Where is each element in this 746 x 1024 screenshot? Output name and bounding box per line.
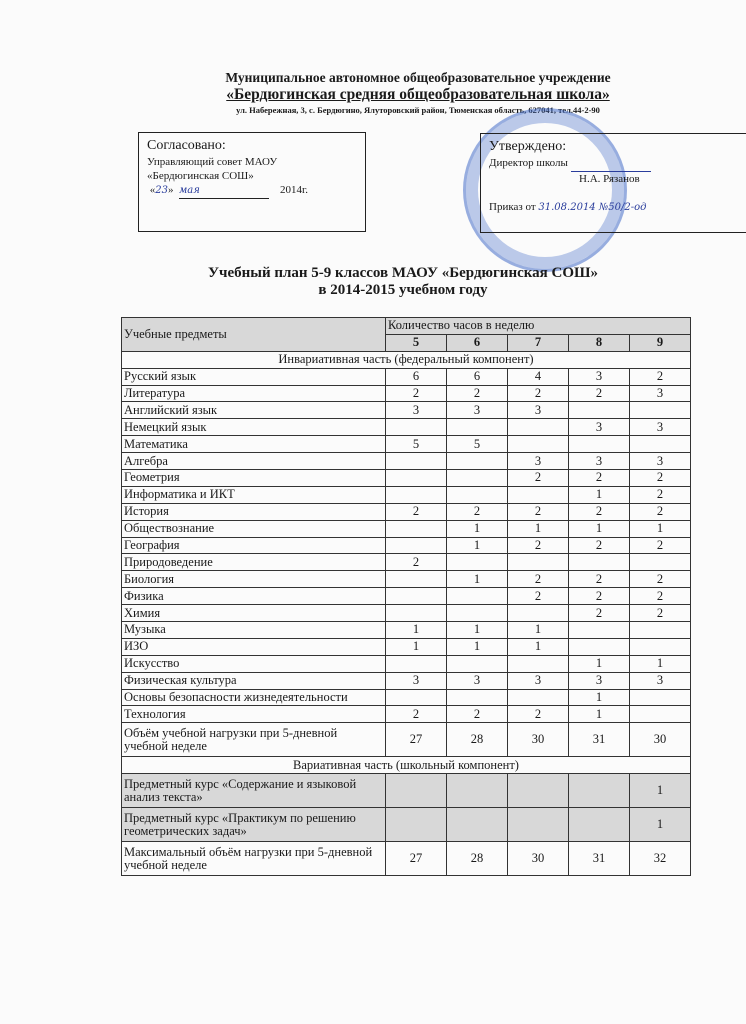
subject-name: Биология — [122, 571, 386, 588]
hours-cell: 1 — [386, 638, 447, 655]
hours-header: Количество часов в неделю — [386, 318, 691, 335]
hours-cell: 1 — [386, 622, 447, 639]
hours-cell: 6 — [447, 368, 508, 385]
hours-cell — [447, 689, 508, 706]
hours-cell — [447, 470, 508, 487]
hours-cell: 2 — [569, 470, 630, 487]
table-row — [122, 453, 691, 470]
hours-cell — [386, 537, 447, 554]
grade-header: 9 — [630, 334, 691, 351]
agreed-month: мая — [179, 184, 269, 199]
table-row — [122, 672, 691, 689]
hours-cell: 2 — [630, 537, 691, 554]
hours-cell: 1 — [508, 638, 569, 655]
hours-cell — [630, 689, 691, 706]
table-row — [122, 605, 691, 622]
table-row — [122, 486, 691, 503]
approved-block — [480, 133, 746, 233]
quote-close: » — [167, 184, 174, 196]
hours-cell — [630, 402, 691, 419]
curriculum-table — [121, 317, 691, 876]
subject-name: Математика — [122, 436, 386, 453]
hours-cell: 3 — [447, 672, 508, 689]
table-row — [122, 385, 691, 402]
hours-cell: 31 — [569, 723, 630, 757]
hours-cell — [386, 605, 447, 622]
hours-cell: 1 — [569, 655, 630, 672]
hours-cell — [508, 808, 569, 842]
hours-cell — [447, 605, 508, 622]
subject-name: Алгебра — [122, 453, 386, 470]
table-row — [122, 723, 691, 757]
grade-header: 6 — [447, 334, 508, 351]
quote-open: « — [149, 184, 156, 196]
subject-name: Объём учебной нагрузки при 5-дневной учебной неделе — [122, 723, 386, 757]
order-line — [489, 200, 746, 215]
hours-cell — [386, 486, 447, 503]
hours-cell: 2 — [508, 385, 569, 402]
hours-cell: 3 — [569, 368, 630, 385]
table-row — [122, 706, 691, 723]
table-row — [122, 554, 691, 571]
table-row — [122, 622, 691, 639]
hours-cell — [508, 655, 569, 672]
hours-cell — [630, 622, 691, 639]
hours-cell: 1 — [630, 520, 691, 537]
hours-cell: 3 — [569, 672, 630, 689]
subject-name: Основы безопасности жизнедеятельности — [122, 689, 386, 706]
hours-cell: 1 — [569, 706, 630, 723]
subject-name: Обществознание — [122, 520, 386, 537]
hours-cell: 3 — [386, 672, 447, 689]
grade-header: 7 — [508, 334, 569, 351]
signature — [571, 157, 651, 172]
hours-cell — [386, 689, 447, 706]
hours-cell — [447, 453, 508, 470]
subject-name: Физическая культура — [122, 672, 386, 689]
hours-cell: 1 — [569, 486, 630, 503]
subject-name: Химия — [122, 605, 386, 622]
hours-cell — [569, 402, 630, 419]
hours-cell — [386, 774, 447, 808]
grade-header: 5 — [386, 334, 447, 351]
grade-header: 8 — [569, 334, 630, 351]
hours-cell — [386, 520, 447, 537]
hours-cell: 30 — [630, 723, 691, 757]
table-row — [122, 470, 691, 487]
director-name: Н.А. Рязанов — [579, 173, 640, 185]
hours-cell: 2 — [630, 503, 691, 520]
hours-cell: 1 — [447, 571, 508, 588]
hours-cell — [630, 554, 691, 571]
hours-cell — [569, 554, 630, 571]
table-row — [122, 588, 691, 605]
hours-cell — [386, 588, 447, 605]
subject-name: История — [122, 503, 386, 520]
approved-title: Утверждено: — [489, 139, 567, 154]
title-line1: Учебный план 5-9 классов МАОУ «Бердюгинская СОШ» — [207, 265, 599, 281]
hours-cell — [447, 554, 508, 571]
hours-cell — [447, 588, 508, 605]
hours-cell — [569, 808, 630, 842]
hours-cell: 2 — [569, 537, 630, 554]
table-row — [122, 419, 691, 436]
table-row — [122, 503, 691, 520]
hours-cell — [508, 436, 569, 453]
table-row — [122, 655, 691, 672]
hours-cell — [508, 419, 569, 436]
hours-cell: 2 — [630, 605, 691, 622]
hours-cell — [508, 774, 569, 808]
table-row — [122, 808, 691, 842]
hours-cell: 2 — [630, 571, 691, 588]
subject-name: Технология — [122, 706, 386, 723]
hours-cell: 1 — [569, 689, 630, 706]
hours-cell: 2 — [508, 503, 569, 520]
subject-name: Русский язык — [122, 368, 386, 385]
hours-cell: 2 — [508, 706, 569, 723]
hours-cell: 2 — [630, 486, 691, 503]
hours-cell — [386, 808, 447, 842]
table-row — [122, 774, 691, 808]
subject-name: Предметный курс «Содержание и языковой анализ текста» — [122, 774, 386, 808]
subject-name: Максимальный объём нагрузки при 5-дневной учебной неделе — [122, 842, 386, 876]
hours-cell: 27 — [386, 842, 447, 876]
hours-cell: 5 — [386, 436, 447, 453]
hours-cell — [447, 486, 508, 503]
subject-name: Немецкий язык — [122, 419, 386, 436]
hours-cell: 6 — [386, 368, 447, 385]
hours-cell: 5 — [447, 436, 508, 453]
hours-cell — [630, 436, 691, 453]
hours-cell: 2 — [569, 385, 630, 402]
hours-cell: 2 — [569, 503, 630, 520]
subject-name: Музыка — [122, 622, 386, 639]
subject-name: ИЗО — [122, 638, 386, 655]
hours-cell: 1 — [630, 655, 691, 672]
agreed-date — [147, 183, 357, 199]
hours-cell: 3 — [630, 672, 691, 689]
agreed-day: 23 — [155, 185, 168, 196]
agreed-title: Согласовано: — [147, 138, 226, 153]
subject-name: Геометрия — [122, 470, 386, 487]
hours-cell — [569, 622, 630, 639]
hours-cell: 28 — [447, 842, 508, 876]
hours-cell — [508, 605, 569, 622]
hours-cell — [569, 436, 630, 453]
agreed-line1: Управляющий совет МАОУ — [147, 156, 278, 168]
hours-cell: 30 — [508, 842, 569, 876]
order-value: 31.08.2014 №50/2-од — [538, 202, 647, 213]
hours-cell: 3 — [630, 419, 691, 436]
school-address: ул. Набережная, 3, с. Бердюгино, Ялуторовский район, Тюменская область, 627041, тел.44-2-90 — [236, 105, 600, 115]
agreed-line2: «Бердюгинская СОШ» — [147, 170, 254, 182]
hours-cell: 1 — [447, 622, 508, 639]
hours-cell: 1 — [447, 537, 508, 554]
hours-cell: 1 — [630, 774, 691, 808]
hours-cell: 2 — [447, 503, 508, 520]
hours-cell — [630, 706, 691, 723]
subject-name: Искусство — [122, 655, 386, 672]
hours-cell: 2 — [630, 470, 691, 487]
hours-cell — [447, 774, 508, 808]
table-row — [122, 638, 691, 655]
hours-cell — [447, 655, 508, 672]
hours-cell: 1 — [508, 622, 569, 639]
table-row — [122, 520, 691, 537]
hours-cell: 3 — [630, 385, 691, 402]
hours-cell: 1 — [447, 638, 508, 655]
hours-cell: 2 — [508, 588, 569, 605]
table-row — [122, 402, 691, 419]
hours-cell: 2 — [447, 706, 508, 723]
table-row — [122, 436, 691, 453]
subject-name: Английский язык — [122, 402, 386, 419]
hours-cell: 1 — [447, 520, 508, 537]
hours-cell: 4 — [508, 368, 569, 385]
subjects-header: Учебные предметы — [122, 318, 386, 352]
subject-name: Природоведение — [122, 554, 386, 571]
hours-cell: 2 — [630, 368, 691, 385]
table-row — [122, 537, 691, 554]
hours-cell — [386, 470, 447, 487]
hours-cell: 2 — [508, 537, 569, 554]
hours-cell: 2 — [447, 385, 508, 402]
hours-cell — [386, 655, 447, 672]
subject-name: Физика — [122, 588, 386, 605]
table-row — [122, 689, 691, 706]
hours-cell: 3 — [630, 453, 691, 470]
hours-cell — [386, 419, 447, 436]
table-row — [122, 842, 691, 876]
hours-cell: 30 — [508, 723, 569, 757]
section-header: Вариативная часть (школьный компонент) — [122, 757, 691, 774]
table-row — [122, 368, 691, 385]
hours-cell: 2 — [569, 605, 630, 622]
hours-cell: 3 — [447, 402, 508, 419]
hours-cell — [508, 486, 569, 503]
approved-role — [489, 156, 746, 172]
hours-cell: 2 — [386, 385, 447, 402]
hours-cell: 2 — [386, 706, 447, 723]
hours-cell: 2 — [386, 554, 447, 571]
hours-cell: 1 — [630, 808, 691, 842]
hours-cell: 2 — [569, 588, 630, 605]
approved-role-label: Директор школы — [489, 157, 568, 169]
subject-name: География — [122, 537, 386, 554]
hours-cell — [569, 638, 630, 655]
document-title — [0, 265, 746, 299]
hours-cell: 3 — [569, 419, 630, 436]
hours-cell: 27 — [386, 723, 447, 757]
section-header: Инвариативная часть (федеральный компонент) — [122, 351, 691, 368]
hours-cell — [630, 638, 691, 655]
agreed-year: 2014г. — [279, 184, 309, 196]
hours-cell: 1 — [569, 520, 630, 537]
hours-cell — [386, 453, 447, 470]
hours-cell — [447, 808, 508, 842]
hours-cell — [386, 571, 447, 588]
subject-name: Информатика и ИКТ — [122, 486, 386, 503]
hours-cell: 2 — [630, 588, 691, 605]
hours-cell: 2 — [569, 571, 630, 588]
school-name: «Бердюгинская средняя общеобразовательная школа» — [226, 86, 610, 103]
hours-cell: 28 — [447, 723, 508, 757]
hours-cell: 2 — [508, 470, 569, 487]
hours-cell: 2 — [386, 503, 447, 520]
hours-cell — [447, 419, 508, 436]
hours-cell: 3 — [508, 453, 569, 470]
hours-cell: 3 — [386, 402, 447, 419]
hours-cell: 3 — [508, 402, 569, 419]
table-row — [122, 571, 691, 588]
hours-cell: 1 — [508, 520, 569, 537]
hours-cell: 3 — [569, 453, 630, 470]
subject-name: Литература — [122, 385, 386, 402]
hours-cell — [508, 689, 569, 706]
agreed-block — [138, 132, 366, 232]
order-label: Приказ от — [489, 201, 536, 213]
organization-name: Муниципальное автономное общеобразовательное учреждение — [225, 70, 611, 85]
hours-cell: 3 — [508, 672, 569, 689]
title-line2: в 2014-2015 учебном году — [318, 282, 488, 298]
hours-cell: 32 — [630, 842, 691, 876]
subject-name: Предметный курс «Практикум по решению геометрических задач» — [122, 808, 386, 842]
hours-cell — [508, 554, 569, 571]
hours-cell: 2 — [508, 571, 569, 588]
hours-cell — [569, 774, 630, 808]
hours-cell: 31 — [569, 842, 630, 876]
